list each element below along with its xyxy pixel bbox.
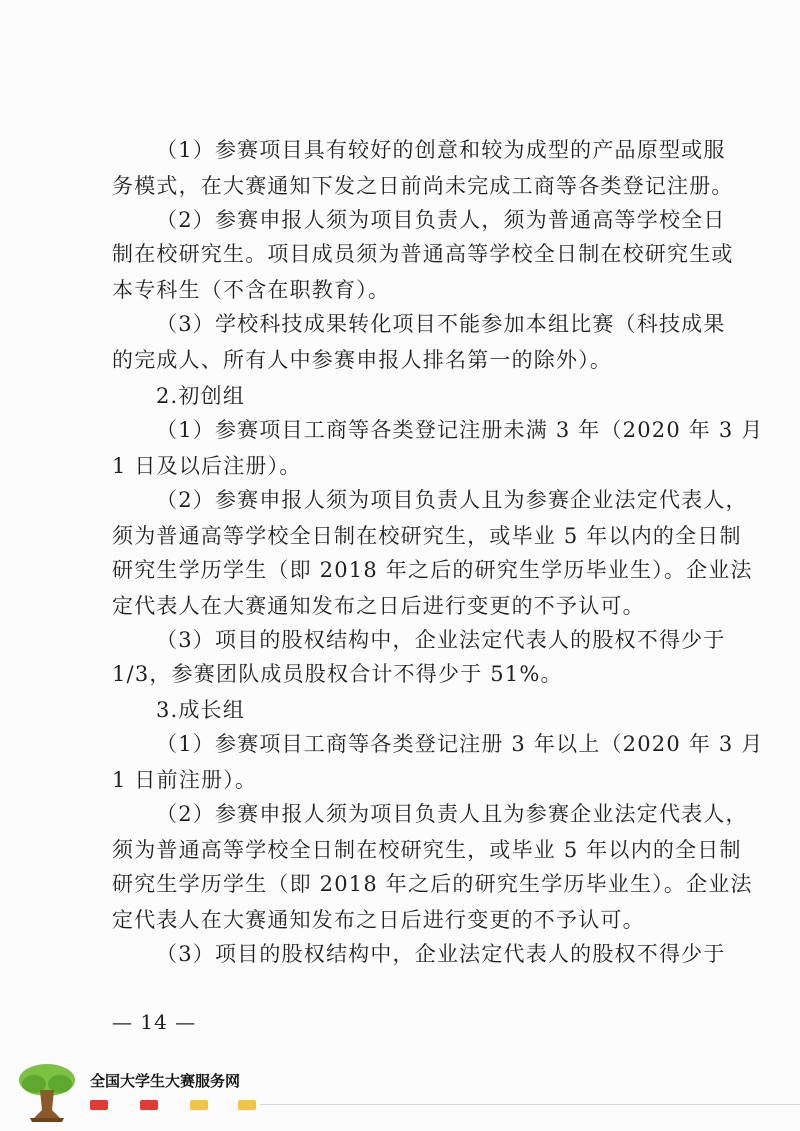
text-line-15: （3）项目的股权结构中，企业法定代表人的股权不得少于 (156, 628, 726, 652)
watermark-decor-strip (90, 1100, 260, 1110)
watermark-site-name: 全国大学生大赛服务网 (90, 1072, 241, 1090)
text-line-18: （1）参赛项目工商等各类登记注册 3 年以上（2020 年 3 月 (156, 732, 764, 756)
text-line-14: 定代表人在大赛通知发布之日后进行变更的不予认可。 (112, 594, 645, 618)
text-line-7: 的完成人、所有人中参赛申报人排名第一的除外）。 (112, 348, 613, 372)
text-line-19: 1 日前注册）。 (112, 768, 258, 792)
tree-logo-icon (16, 1060, 78, 1122)
text-line-4: 制在校研究生。项目成员须为普通高等学校全日制在校研究生或 (112, 242, 734, 266)
text-line-2: 务模式，在大赛通知下发之日前尚未完成工商等各类登记注册。 (112, 174, 734, 198)
page-number: — 14 — (112, 1010, 197, 1034)
text-line-6: （3）学校科技成果转化项目不能参加本组比赛（科技成果 (156, 312, 726, 336)
text-line-13: 研究生学历学生（即 2018 年之后的研究生学历毕业生）。企业法 (112, 558, 753, 582)
text-line-23: 定代表人在大赛通知发布之日后进行变更的不予认可。 (112, 908, 645, 932)
section-heading-growth: 3.成长组 (156, 698, 246, 722)
text-line-21: 须为普通高等学校全日制在校研究生，或毕业 5 年以内的全日制 (112, 838, 742, 862)
text-line-9: （1）参赛项目工商等各类登记注册未满 3 年（2020 年 3 月 (156, 418, 764, 442)
text-line-11: （2）参赛申报人须为项目负责人且为参赛企业法定代表人， (156, 488, 748, 512)
site-watermark (16, 1060, 266, 1122)
text-line-3: （2）参赛申报人须为项目负责人，须为普通高等学校全日 (156, 208, 726, 232)
text-line-20: （2）参赛申报人须为项目负责人且为参赛企业法定代表人， (156, 802, 748, 826)
text-line-1: （1）参赛项目具有较好的创意和较为成型的产品原型或服 (156, 138, 726, 162)
text-line-22: 研究生学历学生（即 2018 年之后的研究生学历毕业生）。企业法 (112, 872, 753, 896)
bottom-divider (260, 1104, 800, 1105)
text-line-16: 1/3，参赛团队成员股权合计不得少于 51%。 (112, 662, 563, 686)
text-line-12: 须为普通高等学校全日制在校研究生，或毕业 5 年以内的全日制 (112, 524, 742, 548)
text-line-24: （3）项目的股权结构中，企业法定代表人的股权不得少于 (156, 942, 726, 966)
text-line-10: 1 日及以后注册）。 (112, 454, 302, 478)
section-heading-startup: 2.初创组 (156, 384, 246, 408)
text-line-5: 本专科生（不含在职教育）。 (112, 278, 391, 302)
